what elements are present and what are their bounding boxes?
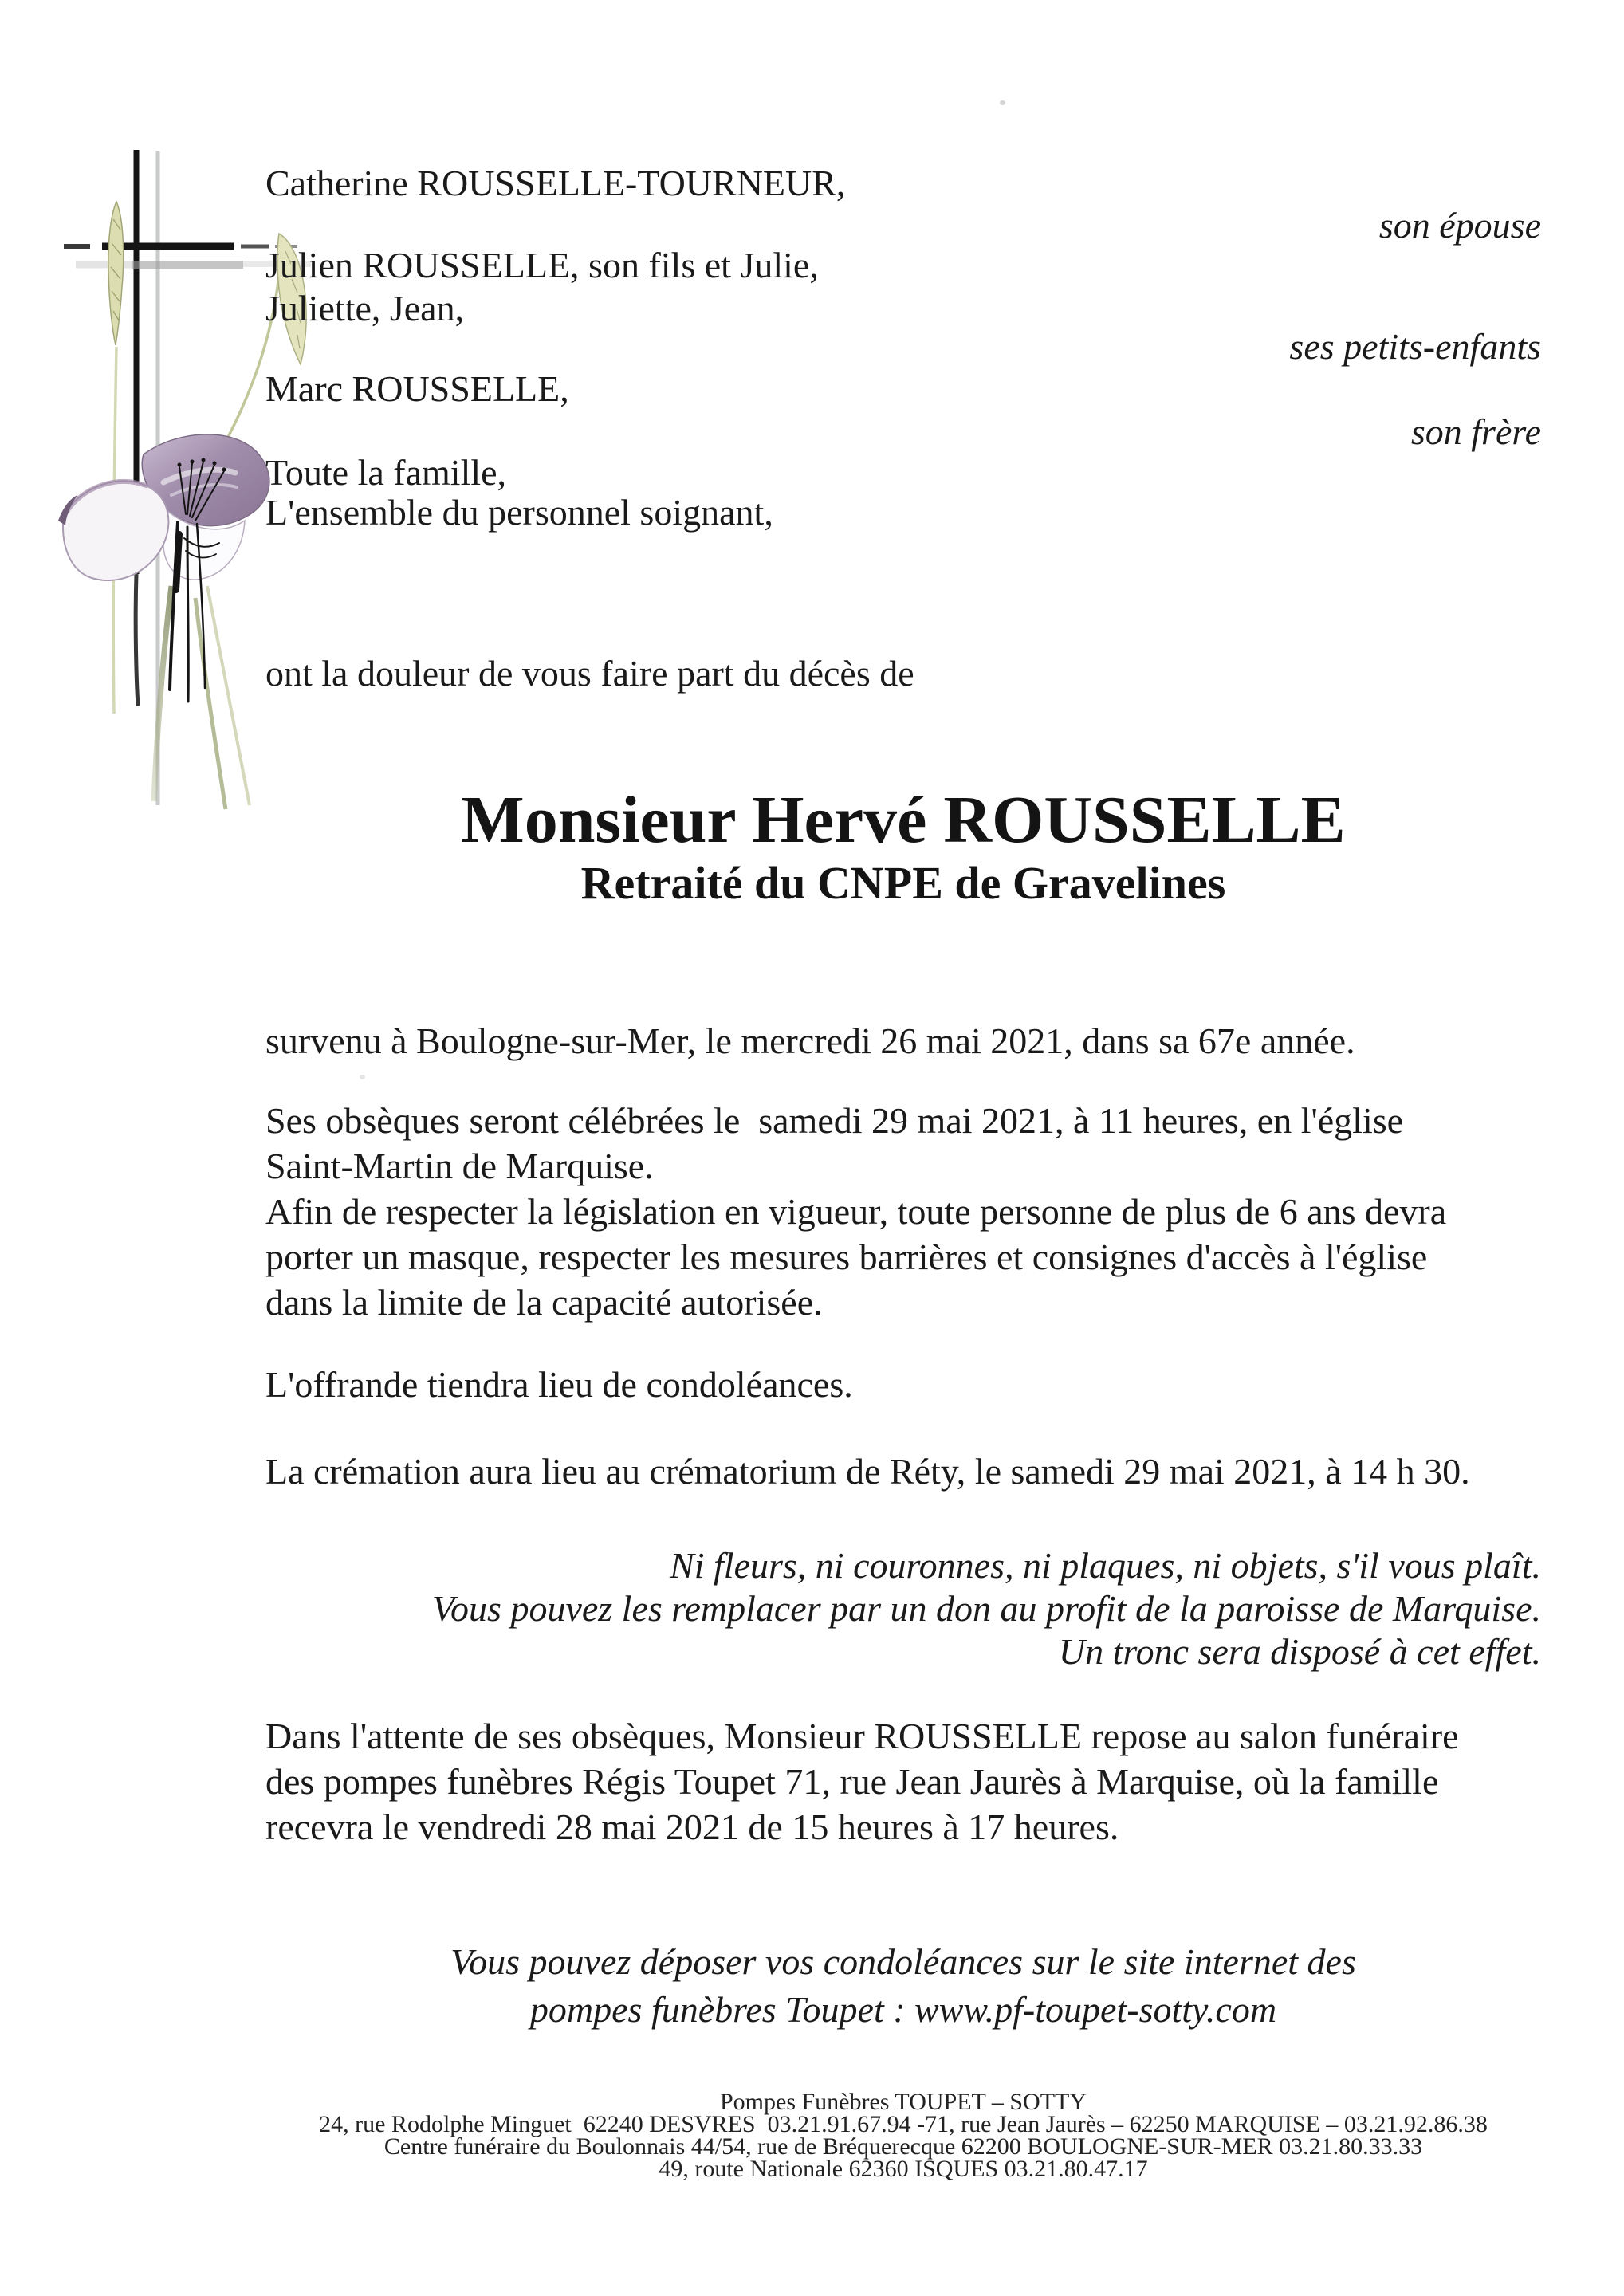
ceremony-line: Afin de respecter la législation en vigueur, toute personne de plus de 6 ans devra — [265, 1191, 1447, 1232]
death-notice: survenu à Boulogne-sur-Mer, le mercredi 26 mai 2021, dans sa 67e année. — [265, 1020, 1355, 1061]
online-condolences-line: pompes funèbres Toupet : www.pf-toupet-sotty.com — [529, 1989, 1277, 2030]
deceased-name: Monsieur Hervé ROUSSELLE — [461, 783, 1346, 857]
relation-label: ses petits-enfants — [1289, 326, 1541, 367]
scan-speck — [360, 1075, 365, 1079]
ceremony-line: Saint-Martin de Marquise. — [265, 1146, 654, 1186]
family-line: L'ensemble du personnel soignant, — [265, 492, 773, 533]
family-line: Marc ROUSSELLE, — [265, 368, 569, 409]
offering-notice: L'offrande tiendra lieu de condoléances. — [265, 1364, 853, 1405]
relation-label: son épouse — [1378, 205, 1541, 246]
flowers-notice-line: Vous pouvez les remplacer par un don au profit de la paroisse de Marquise. — [432, 1588, 1541, 1629]
repose-line: Dans l'attente de ses obsèques, Monsieur ROUSSELLE repose au salon funéraire — [265, 1716, 1459, 1756]
repose-line: recevra le vendredi 28 mai 2021 de 15 heures à 17 heures. — [265, 1807, 1119, 1847]
funeral-home-address: 49, route Nationale 62360 ISQUES 03.21.80.47.17 — [659, 2156, 1148, 2182]
ceremony-line: porter un masque, respecter les mesures barrières et consignes d'accès à l'église — [265, 1236, 1428, 1277]
deceased-subtitle: Retraité du CNPE de Gravelines — [580, 857, 1226, 909]
relation-label: son frère — [1410, 411, 1541, 452]
family-line: Catherine ROUSSELLE-TOURNEUR, — [265, 163, 846, 203]
cremation-notice: La crémation aura lieu au crématorium de Réty, le samedi 29 mai 2021, à 14 h 30. — [265, 1451, 1470, 1492]
flowers-notice-line: Un tronc sera disposé à cet effet. — [1058, 1631, 1541, 1672]
family-line: Toute la famille, — [265, 452, 507, 493]
family-line: Julien ROUSSELLE, son fils et Julie, — [265, 245, 819, 285]
ceremony-line: dans la limite de la capacité autorisée. — [265, 1282, 823, 1323]
funeral-home-address: Centre funéraire du Boulonnais 44/54, rue de Bréquerecque 62200 BOULOGNE-SUR-MER 03.21.80.33.33 — [383, 2133, 1423, 2160]
funeral-home-address: 24, rue Rodolphe Minguet 62240 DESVRES 03.21.91.67.94 -71, rue Jean Jaurès – 62250 MARQUISE – 03.21.92.86.38 — [319, 2111, 1488, 2137]
family-line: Juliette, Jean, — [265, 288, 465, 328]
flowers-notice-line: Ni fleurs, ni couronnes, ni plaques, ni objets, s'il vous plaît. — [670, 1545, 1541, 1586]
repose-line: des pompes funèbres Régis Toupet 71, rue Jean Jaurès à Marquise, où la famille — [265, 1761, 1439, 1802]
online-condolences-line: Vous pouvez déposer vos condoléances sur le site internet des — [450, 1941, 1356, 1982]
scan-speck — [1000, 100, 1005, 105]
ceremony-line: Ses obsèques seront célébrées le samedi 29 mai 2021, à 11 heures, en l'église — [265, 1100, 1404, 1141]
funeral-home-name: Pompes Funèbres TOUPET – SOTTY — [719, 2089, 1087, 2115]
announcement-intro: ont la douleur de vous faire part du décès de — [265, 653, 914, 694]
flower-stems — [154, 586, 250, 809]
